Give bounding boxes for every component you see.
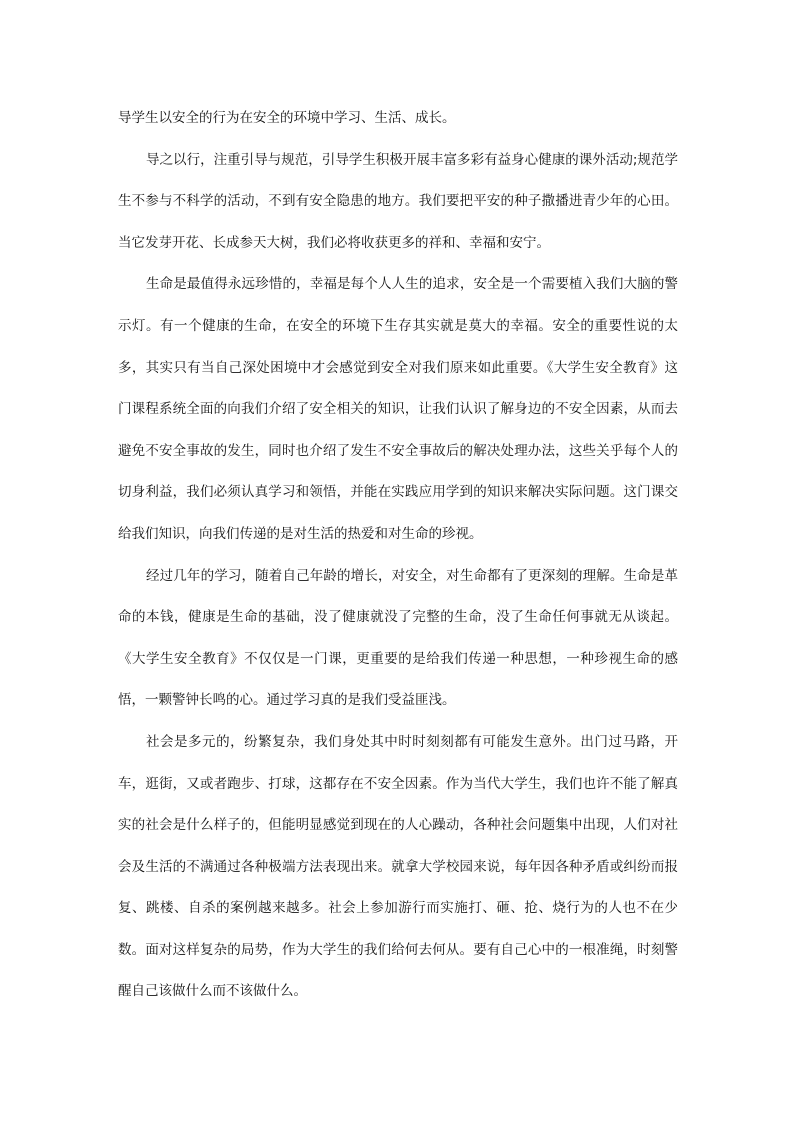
paragraph-2: 导之以行，注重引导与规范，引导学生积极开展丰富多彩有益身心健康的课外活动;规范学生不参与不科学的活动，不到有安全隐患的地方。我们要把平安的种子撒播进青少年的心田。当它发芽开花、长成参天大树，我们必将收获更多的祥和、幸福和安宁。 — [118, 151, 678, 251]
paragraph-4: 经过几年的学习，随着自己年龄的增长，对安全，对生命都有了更深刻的理解。生命是革命的本钱，健康是生命的基础，没了健康就没了完整的生命，没了生命任何事就无从谈起。《大学生安全教育》不仅仅是一门课，更重要的是给我们传递一种思想，一种珍视生命的感悟，一颗警钟长鸣的心。通过学习真的是我们受益匪浅。 — [118, 567, 678, 709]
paragraph-1: 导学生以安全的行为在安全的环境中学习、生活、成长。 — [118, 110, 456, 126]
paragraph-5: 社会是多元的，纷繁复杂，我们身处其中时时刻刻都有可能发生意外。出门过马路，开车，逛街，又或者跑步、打球，这都存在不安全因素。作为当代大学生，我们也许不能了解真实的社会是什么样子的，但能明显感觉到现在的人心躁动，各种社会问题集中出现，人们对社会及生活的不满通过各种极端方法表现出来。就拿大学校园来说，每年因各种矛盾或纠纷而报复、跳楼、自杀的案例越来越多。社会上参加游行而实施打、砸、抢、烧行为的人也不在少数。面对这样复杂的局势，作为大学生的我们给何去何从。要有自己心中的一根准绳，时刻警醒自己该做什么而不该做什么。 — [118, 733, 678, 1000]
paragraph-3: 生命是最值得永远珍惜的，幸福是每个人人生的追求，安全是一个需要植入我们大脑的警示灯。有一个健康的生命，在安全的环境下生存其实就是莫大的幸福。安全的重要性说的太多，其实只有当自己深处困境中才会感觉到安全对我们原来如此重要。《大学生安全教育》这门课程系统全面的向我们介绍了安全相关的知识，让我们认识了解身边的不安全因素，从而去避免不安全事故的发生，同时也介绍了发生不安全事故后的解决处理办法，这些关乎每个人的切身利益，我们必须认真学习和领悟，并能在实践应用学到的知识来解决实际问题。这门课交给我们知识，向我们传递的是对生活的热爱和对生命的珍视。 — [118, 276, 678, 542]
document-body — [118, 98, 678, 1013]
